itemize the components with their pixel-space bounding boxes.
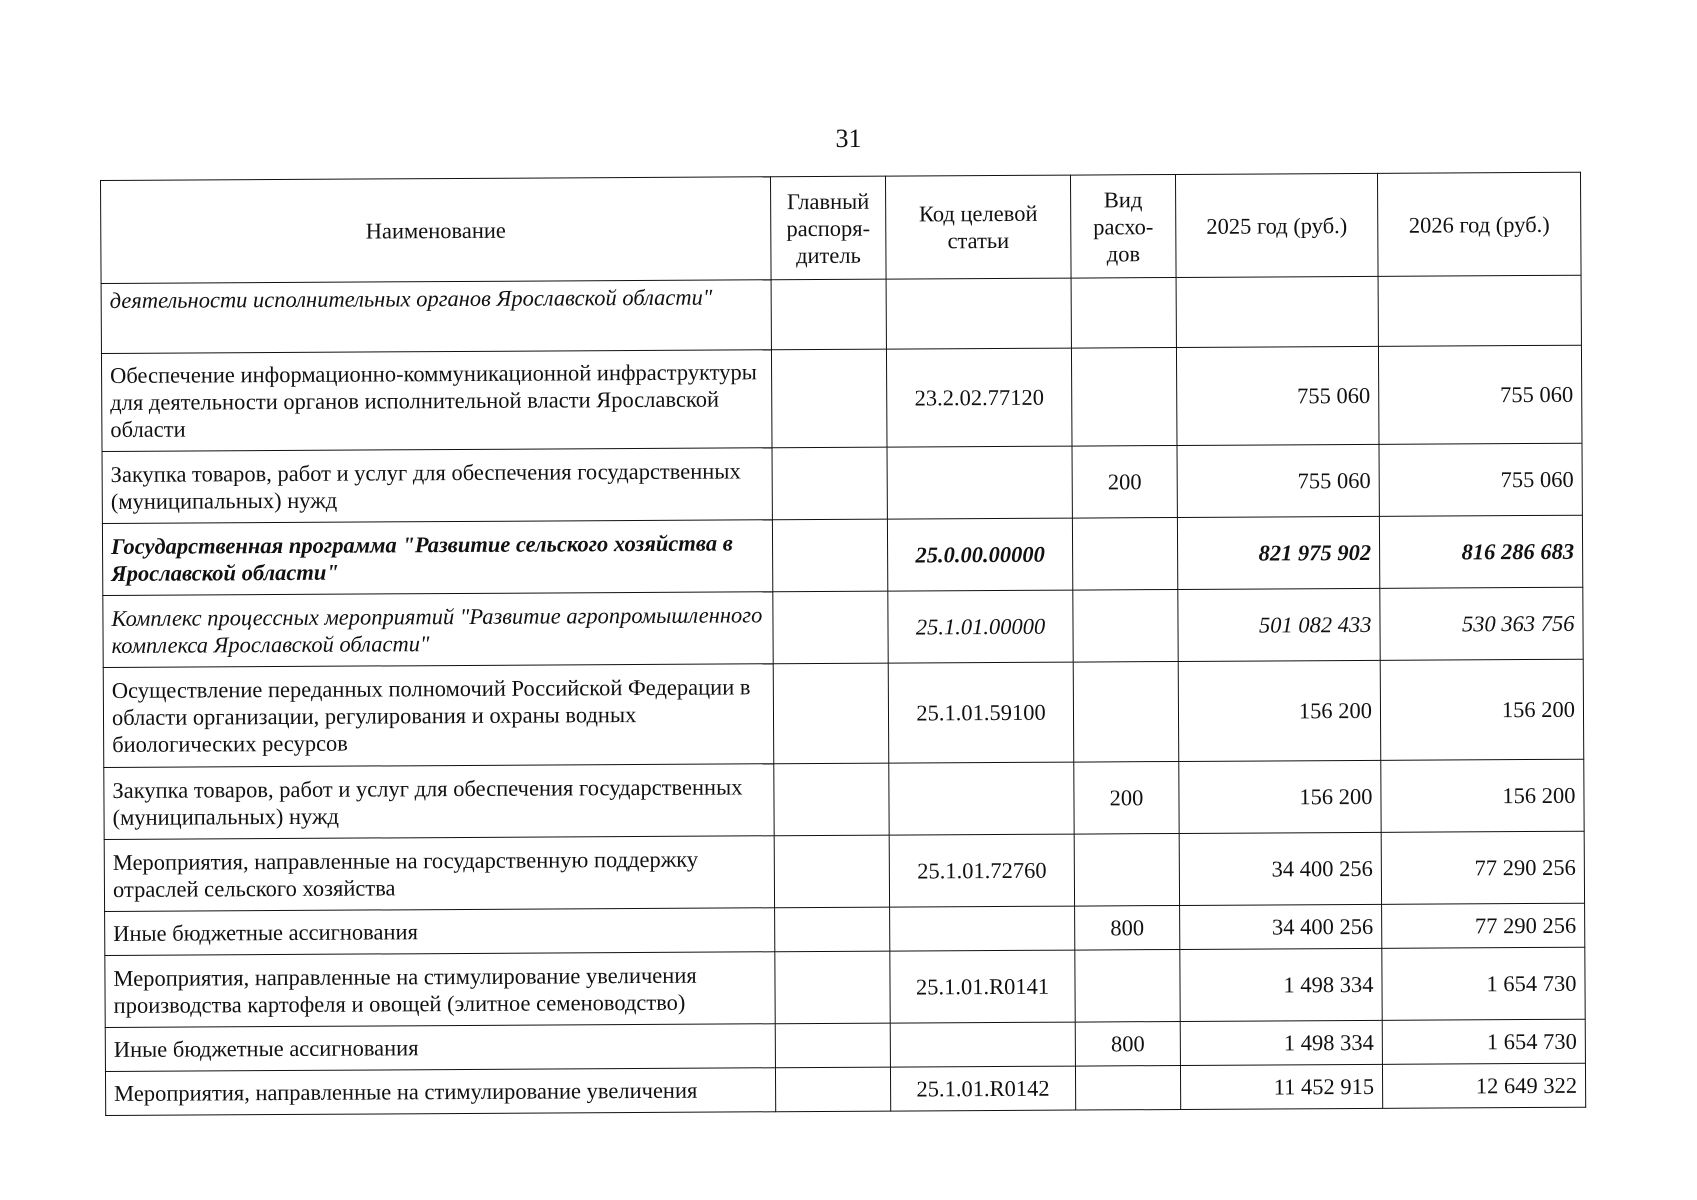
cell-2025: 1 498 334 [1180, 948, 1382, 1021]
cell-code: 25.0.00.00000 [887, 518, 1072, 591]
cell-manager [772, 519, 887, 592]
cell-2025: 821 975 902 [1177, 516, 1379, 589]
cell-2026: 156 200 [1381, 759, 1584, 832]
cell-2026: 816 286 683 [1379, 515, 1582, 588]
cell-code [890, 1022, 1075, 1067]
cell-name: Иные бюджетные ассигнования [105, 1024, 775, 1072]
cell-manager [775, 1067, 890, 1112]
cell-manager [774, 835, 889, 908]
cell-2026: 1 654 730 [1382, 947, 1585, 1020]
cell-2026: 755 060 [1379, 443, 1582, 516]
budget-table [100, 172, 1586, 1116]
cell-manager [773, 591, 888, 664]
cell-name: Государственная программа "Развитие сельского хозяйства в Ярославской области" [102, 520, 772, 596]
cell-2026 [1378, 275, 1581, 346]
table-row [103, 587, 1583, 667]
cell-code: 25.1.01.59100 [888, 662, 1074, 763]
cell-code: 25.1.01.R0141 [890, 950, 1075, 1023]
cell-code [886, 278, 1071, 349]
header-2026: 2026 год (руб.) [1377, 172, 1581, 276]
cell-type [1073, 661, 1179, 762]
cell-name: Осуществление переданных полномочий Российской Федерации в области организации, регулирования и охраны водных биологических ресурсов [103, 664, 774, 768]
cell-code: 25.1.01.R0142 [890, 1066, 1075, 1111]
cell-type: 800 [1075, 1021, 1180, 1066]
cell-2025: 501 082 433 [1178, 588, 1380, 661]
header-2025: 2025 год (руб.) [1175, 173, 1378, 277]
cell-type [1072, 517, 1177, 590]
table-row [102, 443, 1582, 523]
cell-manager [771, 349, 887, 448]
cell-2026: 12 649 322 [1382, 1063, 1585, 1108]
cell-type [1073, 589, 1178, 662]
cell-manager [775, 1023, 890, 1068]
header-type: Вид расхо-дов [1070, 174, 1176, 278]
cell-name: Мероприятия, направленные на стимулирование увеличения [105, 1068, 775, 1116]
cell-code [887, 446, 1072, 519]
cell-type [1075, 1065, 1180, 1110]
table-row [102, 515, 1582, 595]
cell-2026: 755 060 [1378, 345, 1582, 444]
table-row [101, 345, 1582, 451]
cell-2025: 156 200 [1178, 660, 1381, 761]
cell-2025: 156 200 [1179, 760, 1381, 833]
cell-code: 25.1.01.72760 [889, 834, 1074, 907]
page-number: 31 [835, 124, 862, 153]
cell-2025: 755 060 [1176, 346, 1379, 445]
cell-name: деятельности исполнительных органов Ярославской области" [101, 280, 771, 354]
table-row [104, 759, 1584, 839]
table-row [105, 1063, 1585, 1115]
cell-name: Иные бюджетные ассигнования [105, 908, 775, 956]
cell-2026: 530 363 756 [1380, 587, 1583, 660]
cell-manager [774, 763, 889, 836]
cell-2025: 1 498 334 [1180, 1020, 1382, 1065]
cell-2026: 77 290 256 [1382, 903, 1585, 948]
cell-code [890, 906, 1075, 951]
cell-type [1075, 949, 1180, 1022]
cell-2026: 77 290 256 [1381, 831, 1584, 904]
cell-manager [772, 447, 887, 520]
cell-name: Комплекс процессных мероприятий "Развитие агропромышленного комплекса Ярославской области" [103, 592, 773, 668]
header-code: Код целевой статьи [885, 175, 1071, 279]
cell-2025: 34 400 256 [1180, 904, 1382, 949]
cell-manager [771, 279, 886, 350]
cell-manager [775, 907, 890, 952]
cell-code: 25.1.01.00000 [888, 590, 1073, 663]
table-header-row [101, 172, 1582, 283]
cell-2025: 34 400 256 [1179, 832, 1381, 905]
cell-type: 800 [1075, 905, 1180, 950]
cell-code: 23.2.02.77120 [886, 348, 1072, 447]
cell-type: 200 [1074, 761, 1179, 834]
cell-2025 [1176, 276, 1378, 347]
cell-name: Обеспечение информационно-коммуникационной инфраструктуры для деятельности органов исполнительной власти Ярославской области [101, 350, 772, 452]
table-row [103, 659, 1584, 767]
cell-type [1071, 277, 1176, 348]
cell-name: Мероприятия, направленные на стимулирование увеличения производства картофеля и овощей (элитное семеноводство) [105, 952, 775, 1028]
header-manager: Главный распоря-дитель [770, 176, 886, 280]
header-name: Наименование [101, 177, 772, 284]
cell-2026: 156 200 [1380, 659, 1584, 760]
cell-code [889, 762, 1074, 835]
cell-type [1074, 833, 1179, 906]
cell-2026: 1 654 730 [1382, 1019, 1585, 1064]
cell-type [1071, 347, 1177, 446]
cell-name: Закупка товаров, работ и услуг для обеспечения государственных (муниципальных) нужд [104, 764, 774, 840]
cell-name: Закупка товаров, работ и услуг для обеспечения государственных (муниципальных) нужд [102, 448, 772, 524]
cell-manager [775, 951, 890, 1024]
table-row [101, 275, 1581, 353]
cell-manager [773, 663, 889, 764]
cell-name: Мероприятия, направленные на государственную поддержку отраслей сельского хозяйства [104, 836, 774, 912]
cell-2025: 755 060 [1177, 444, 1379, 517]
table-row [105, 947, 1585, 1027]
table-row [104, 831, 1584, 911]
cell-2025: 11 452 915 [1180, 1064, 1382, 1109]
cell-type: 200 [1072, 445, 1177, 518]
